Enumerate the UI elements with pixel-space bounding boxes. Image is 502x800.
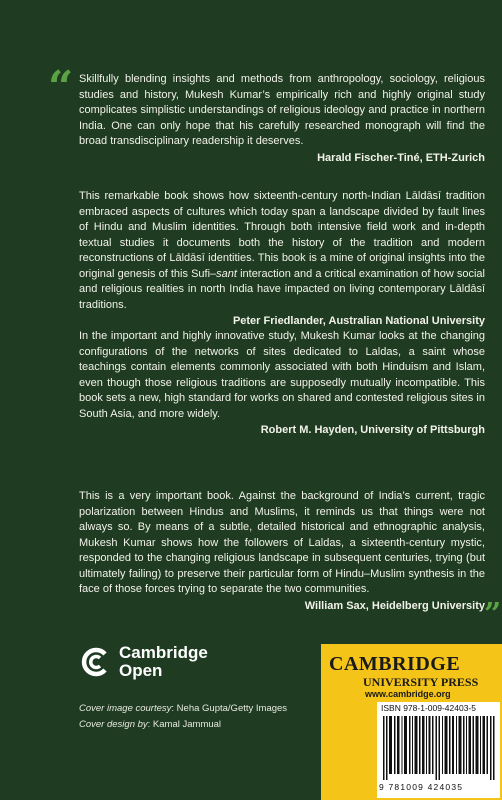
- blurb-2-text-before: This remarkable book shows how sixteenth-century north-Indian Lāldāsī tradition embraced aspects of cultures which today span a landscape divided by fault lines of Hindu and Muslim identities. Through both intensive field work and in-depth textual studies it documents both the history of the tradition and modern reconstructions of Lāldāsī identities. This book is a mine of original insights into the original genesis of this Sufi–: [79, 190, 485, 280]
- cambridge-open-line2: Open: [119, 661, 163, 680]
- cover-image-credit: [79, 701, 287, 717]
- blurb-2-text-italic: sant: [216, 267, 237, 280]
- publisher-box: [321, 644, 502, 800]
- isbn-label: ISBN 978-1-009-42403-5: [381, 703, 476, 713]
- barcode-icon: [383, 716, 495, 780]
- blurb-4: [79, 489, 485, 614]
- blurb-1-attribution: Harald Fischer-Tiné, ETH-Zurich: [317, 151, 485, 164]
- blurb-3-text: In the important and highly innovative study, Mukesh Kumar looks at the changing configurations of the networks of sites dedicated to Laldas, a saint whose teachings contain elements commonly associated with both Hinduism and Islam, even though those religious traditions are supposedly mutually incompatible. This book sets a new, high standard for works on shared and contested religious sites in South Asia, and more widely.: [79, 330, 485, 420]
- cambridge-open-logo: [79, 644, 208, 680]
- cover-credits: [79, 701, 287, 733]
- blurb-2-text-after: interaction and a critical examination of how social and religious realities in north India have impacted on living contemporary Lāldāsī traditions.: [79, 267, 485, 311]
- blurb-4-attribution: William Sax, Heidelberg University: [304, 599, 485, 612]
- publisher-name: CAMBRIDGE: [329, 653, 461, 675]
- blurb-1: [79, 72, 485, 166]
- quote-close-icon: ”: [484, 597, 502, 632]
- quote-open-icon: “: [48, 62, 74, 113]
- cover-image-credit-label: Cover image courtesy: [79, 703, 172, 714]
- blurb-3: [79, 329, 485, 439]
- blurb-2-attribution: Peter Friedlander, Australian National University: [232, 315, 485, 327]
- cambridge-open-logo-icon: [79, 645, 113, 679]
- publisher-subtitle: UNIVERSITY PRESS: [363, 675, 479, 689]
- cambridge-open-line1: Cambridge: [119, 643, 208, 662]
- blurb-1-text: Skillfully blending insights and methods from anthropology, sociology, religious studies and history, Mukesh Kumar’s empirically rich and highly original study complicates simplistic understandings of religious ideology and practice in northern India. One can only hope that his carefully researched monograph will find the broad transdisciplinary readership it deserves.: [79, 73, 485, 147]
- publisher-website: www.cambridge.org: [365, 689, 451, 699]
- barcode-panel: [377, 702, 500, 798]
- blurb-4-text: This is a very important book. Against the background of India’s current, tragic polarization between Hindus and Muslims, it reminds us that things were not always so. By means of a subtle, detailed historical and ethnographic analysis, Mukesh Kumar shows how the followers of Laldas, a sixteenth-century mystic, responded to the changing religious landscape in subsequent centuries, trying (but ultimately failing) to preserve their particular form of Hindu–Muslim synthesis in the face of those forces trying to separate the two communities.: [79, 490, 485, 595]
- blurb-2-text: [79, 189, 485, 313]
- cover-design-credit: [79, 717, 287, 733]
- cover-image-credit-value: : Neha Gupta/Getty Images: [171, 703, 288, 714]
- blurb-3-attribution: Robert M. Hayden, University of Pittsburgh: [260, 424, 485, 436]
- barcode-digits: 9 781009 424035: [379, 782, 464, 792]
- cover-design-credit-label: Cover design by: [79, 719, 148, 730]
- cambridge-open-text: [119, 644, 208, 680]
- cover-design-credit-value: : Kamal Jammual: [147, 719, 222, 730]
- blurb-2: [79, 189, 485, 330]
